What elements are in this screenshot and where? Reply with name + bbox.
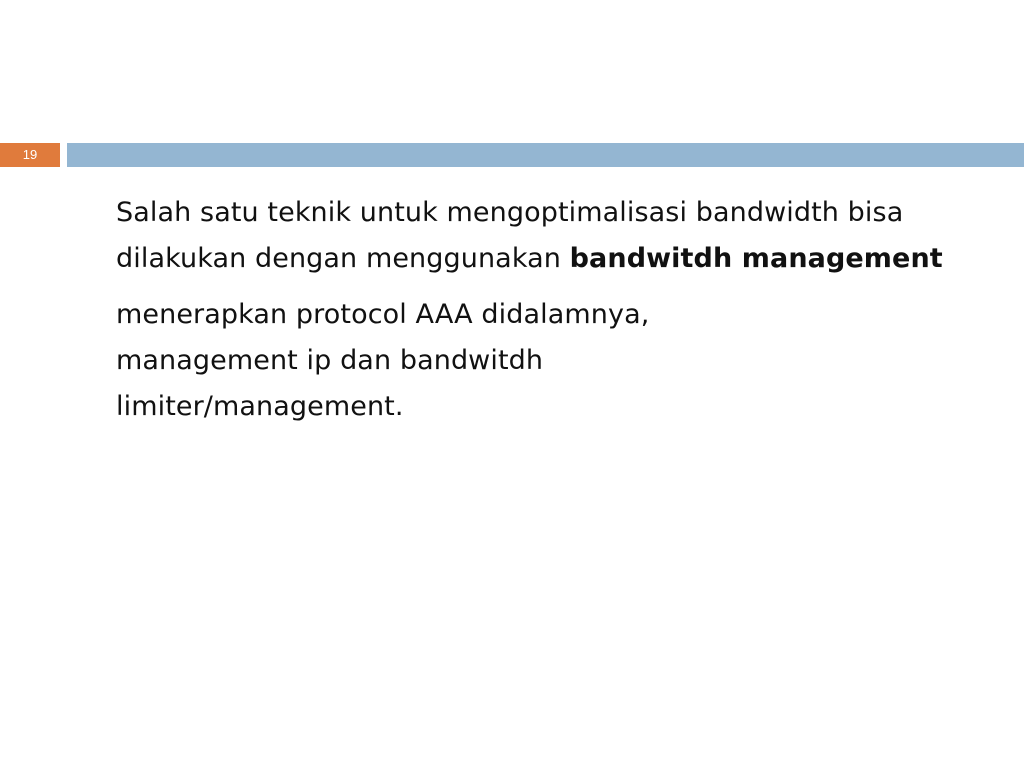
paragraph-text: Salah satu teknik untuk mengoptimalisasi bandwidth bisa dilakukan dengan menggunakan: [116, 197, 904, 274]
paragraph-protocol: menerapkan protocol AAA didalamnya, management ip dan bandwitdh limiter/management.: [116, 299, 650, 422]
page-number: 19: [0, 143, 60, 167]
slide-content: [116, 190, 986, 440]
header-bar: [67, 143, 1024, 167]
paragraph-bandwidth-technique: [116, 190, 986, 282]
bold-term: bandwitdh management: [569, 243, 943, 274]
